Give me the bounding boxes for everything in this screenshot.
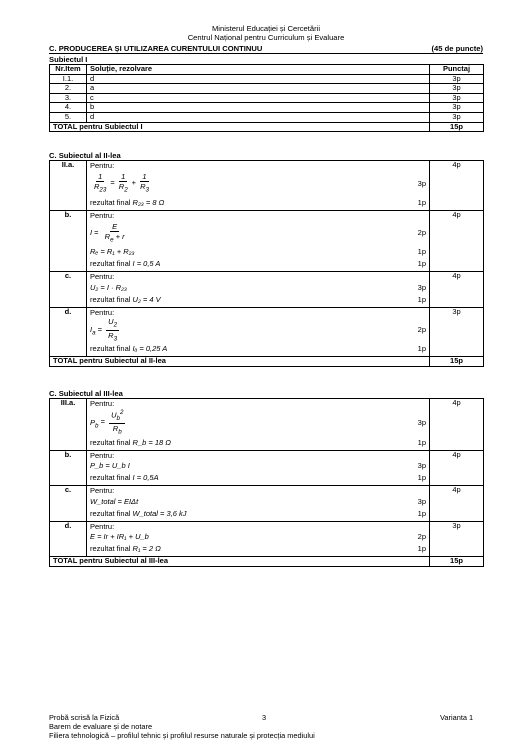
final-result: Iₐ = 0,25 A [132, 344, 168, 354]
item-points: 4p [430, 210, 484, 272]
points: 3p [430, 112, 484, 122]
final-label: rezultat final [90, 508, 131, 518]
partial-points: 1p [417, 344, 426, 354]
section-rule [49, 53, 483, 54]
item-number: 4. [50, 103, 87, 113]
final-result: I = 0,5 A [132, 259, 161, 269]
subject-3-title: C. Subiectul al III-lea [49, 389, 123, 398]
final-result: W_total = 3,6 kJ [132, 508, 187, 518]
partial-points: 1p [417, 473, 426, 483]
item-number: II.a. [50, 161, 87, 211]
item-number: c. [50, 272, 87, 308]
final-result: R₁ = 2 Ω [132, 544, 161, 554]
footer-exam: Probă scrisă la Fizică [49, 713, 120, 722]
footer-barem: Barem de evaluare și de notare [49, 722, 153, 731]
answer: a [87, 84, 430, 94]
section-title [49, 44, 483, 53]
center-name: Centrul Național pentru Curriculum și Evaluare [187, 33, 345, 42]
formula-u2: U₂ = I · R₂₃ [90, 282, 127, 292]
subject-2-title: C. Subiectul al II-lea [49, 151, 121, 160]
subject-1-table [49, 64, 484, 132]
partial-points: 1p [417, 197, 426, 207]
item-row-a [50, 161, 484, 211]
item-points: 3p [430, 307, 484, 357]
item-number: d. [50, 307, 87, 357]
answer: d [87, 112, 430, 122]
item-points: 3p [430, 521, 484, 557]
footer-filiera: Filiera tehnologică – profilul tehnic și profilul resurse naturale și protecția mediului [49, 731, 315, 740]
ministry-name: Ministerul Educației și Cercetării [211, 24, 321, 33]
partial-points: 3p [417, 496, 426, 506]
pentru-label: Pentru: [90, 399, 115, 408]
final-result: U₂ = 4 V [132, 294, 161, 304]
pentru-label: Pentru: [90, 450, 115, 460]
partial-points: 2p [417, 325, 426, 335]
item-row-d [50, 307, 484, 357]
head-solution: Soluție, rezolvare [87, 65, 430, 75]
total-points: 15p [430, 357, 484, 367]
final-result: R₂₃ = 8 Ω [132, 197, 165, 207]
item-number: 5. [50, 112, 87, 122]
item-number: 3. [50, 93, 87, 103]
formula-re: Rₑ = R₁ + R₂₃ [90, 247, 135, 257]
item-points: 4p [430, 272, 484, 308]
total-row [50, 357, 484, 367]
answer: d [87, 74, 430, 84]
partial-points: 1p [417, 247, 426, 257]
total-label: TOTAL pentru Subiectul al II-lea [50, 357, 430, 367]
table-row [50, 93, 484, 103]
final-label: rezultat final [90, 473, 131, 483]
partial-points: 3p [417, 282, 426, 292]
final-label: rezultat final [90, 259, 131, 269]
partial-points: 1p [417, 544, 426, 554]
formula-energy: W_total = EIΔt [90, 496, 139, 506]
partial-points: 2p [417, 228, 426, 238]
points: 3p [430, 93, 484, 103]
total-label: TOTAL pentru Subiectul al III-lea [50, 557, 430, 567]
page-number: 3 [262, 713, 267, 722]
total-points: 15p [430, 122, 484, 132]
pentru-label: Pentru: [90, 161, 115, 170]
item-row-c [50, 272, 484, 308]
partial-points: 3p [417, 178, 426, 188]
item-row-d [50, 521, 484, 557]
answer: b [87, 103, 430, 113]
formula-pb: $P_b$ = $\frac{U_b^2}{R_b}$ [90, 409, 124, 436]
head-points: Punctaj [430, 65, 484, 75]
final-label: rezultat final [90, 344, 131, 354]
section-title-text: C. PRODUCEREA ȘI UTILIZAREA CURENTULUI CONTINUU [49, 44, 263, 53]
final-label: rezultat final [90, 197, 131, 207]
final-result: I = 0,5A [132, 473, 159, 483]
table-row [50, 112, 484, 122]
final-result: R_b = 18 Ω [132, 437, 171, 447]
total-row [50, 122, 484, 132]
item-points: 4p [430, 450, 484, 486]
head-item: Nr.Item [50, 65, 87, 75]
pentru-label: Pentru: [90, 521, 115, 531]
item-number: b. [50, 450, 87, 486]
partial-points: 1p [417, 259, 426, 269]
subject-2-table [49, 160, 484, 367]
points: 3p [430, 84, 484, 94]
formula-emf: E = Ir + IR₁ + U_b [90, 532, 149, 542]
section-points: (45 de puncte) [431, 44, 483, 53]
formula-current: I = $\frac{E}{R_e + r}$ [90, 221, 125, 244]
item-points: 4p [430, 161, 484, 211]
pentru-label: Pentru: [90, 307, 115, 317]
partial-points: 2p [417, 532, 426, 542]
subject-3-table [49, 398, 484, 567]
item-number: b. [50, 210, 87, 272]
pentru-label: Pentru: [90, 210, 115, 220]
table-row [50, 84, 484, 94]
final-label: rezultat final [90, 294, 131, 304]
formula-ia: $I_a$ = $\frac{U_2}{R_3}$ [90, 317, 118, 343]
item-row-c [50, 486, 484, 522]
total-points: 15p [430, 557, 484, 567]
points: 3p [430, 74, 484, 84]
item-row-a [50, 399, 484, 451]
answer: c [87, 93, 430, 103]
partial-points: 1p [417, 294, 426, 304]
subject-1-title: Subiectul I [49, 55, 88, 64]
points: 3p [430, 103, 484, 113]
item-number: c. [50, 486, 87, 522]
total-row [50, 557, 484, 567]
footer-variant: Varianta 1 [440, 713, 474, 722]
partial-points: 3p [417, 417, 426, 427]
final-label: rezultat final [90, 544, 131, 554]
pentru-label: Pentru: [90, 486, 115, 496]
partial-points: 1p [417, 508, 426, 518]
table-row [50, 103, 484, 113]
item-row-b [50, 450, 484, 486]
pentru-label: Pentru: [90, 272, 115, 282]
formula-r23: $\frac{1}{R_{23}}$ = $\frac{1}{R_2}$ + $\frac{1}{R_3}$ [94, 172, 149, 194]
item-points: 4p [430, 399, 484, 451]
table-row [50, 74, 484, 84]
total-label: TOTAL pentru Subiectul I [50, 122, 430, 132]
item-number: III.a. [50, 399, 87, 451]
formula-power: P_b = U_b I [90, 461, 130, 471]
partial-points: 1p [417, 437, 426, 447]
item-points: 4p [430, 486, 484, 522]
item-number: d. [50, 521, 87, 557]
partial-points: 3p [417, 461, 426, 471]
final-label: rezultat final [90, 437, 131, 447]
item-row-b [50, 210, 484, 272]
item-number: 2. [50, 84, 87, 94]
item-number: I.1. [50, 74, 87, 84]
